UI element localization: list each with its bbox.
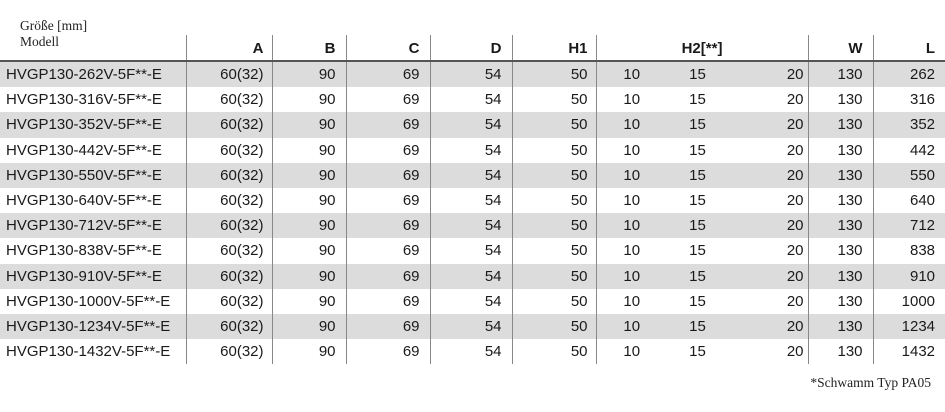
cell-h2a: 10	[596, 213, 667, 238]
cell-h2a: 10	[596, 112, 667, 137]
cell-l: 442	[873, 138, 945, 163]
cell-h2b: 15	[667, 238, 728, 263]
cell-d: 54	[430, 163, 512, 188]
table-row	[0, 339, 945, 364]
cell-h2a: 10	[596, 61, 667, 87]
cell-c: 69	[346, 87, 430, 112]
table-row	[0, 264, 945, 289]
cell-model: HVGP130-640V-5F**-E	[0, 188, 186, 213]
cell-h2c: 20	[728, 87, 808, 112]
cell-model: HVGP130-1432V-5F**-E	[0, 339, 186, 364]
cell-model: HVGP130-712V-5F**-E	[0, 213, 186, 238]
cell-l: 910	[873, 264, 945, 289]
header-c: C	[346, 35, 430, 61]
cell-l: 316	[873, 87, 945, 112]
cell-d: 54	[430, 138, 512, 163]
cell-l: 1000	[873, 289, 945, 314]
cell-w: 130	[808, 213, 873, 238]
cell-h2a: 10	[596, 138, 667, 163]
cell-d: 54	[430, 314, 512, 339]
cell-model: HVGP130-910V-5F**-E	[0, 264, 186, 289]
cell-a: 60(32)	[186, 264, 272, 289]
cell-b: 90	[272, 163, 346, 188]
cell-h2b: 15	[667, 138, 728, 163]
cell-w: 130	[808, 289, 873, 314]
cell-a: 60(32)	[186, 138, 272, 163]
cell-h2c: 20	[728, 138, 808, 163]
cell-h2b: 15	[667, 163, 728, 188]
cell-model: HVGP130-1000V-5F**-E	[0, 289, 186, 314]
cell-h2b: 15	[667, 61, 728, 87]
table-row	[0, 112, 945, 137]
cell-a: 60(32)	[186, 87, 272, 112]
size-unit-label: Größe [mm]	[20, 18, 88, 33]
cell-w: 130	[808, 61, 873, 87]
cell-a: 60(32)	[186, 163, 272, 188]
cell-w: 130	[808, 339, 873, 364]
cell-d: 54	[430, 188, 512, 213]
cell-h2c: 20	[728, 188, 808, 213]
header-b: B	[272, 35, 346, 61]
table-row	[0, 163, 945, 188]
cell-b: 90	[272, 264, 346, 289]
cell-l: 712	[873, 213, 945, 238]
cell-c: 69	[346, 213, 430, 238]
cell-a: 60(32)	[186, 238, 272, 263]
cell-w: 130	[808, 112, 873, 137]
cell-a: 60(32)	[186, 289, 272, 314]
cell-h2a: 10	[596, 238, 667, 263]
cell-d: 54	[430, 339, 512, 364]
cell-b: 90	[272, 339, 346, 364]
cell-h1: 50	[512, 61, 596, 87]
table-row	[0, 213, 945, 238]
cell-w: 130	[808, 264, 873, 289]
cell-h2a: 10	[596, 163, 667, 188]
cell-a: 60(32)	[186, 314, 272, 339]
cell-d: 54	[430, 238, 512, 263]
cell-c: 69	[346, 339, 430, 364]
cell-h1: 50	[512, 264, 596, 289]
cell-h2b: 15	[667, 87, 728, 112]
cell-h2b: 15	[667, 314, 728, 339]
header-h2: H2[**]	[596, 35, 808, 61]
cell-d: 54	[430, 112, 512, 137]
cell-h2c: 20	[728, 289, 808, 314]
table-row	[0, 61, 945, 87]
cell-h2c: 20	[728, 61, 808, 87]
footnote: *Schwamm Typ PA05	[810, 375, 931, 390]
cell-model: HVGP130-1234V-5F**-E	[0, 314, 186, 339]
cell-h2a: 10	[596, 188, 667, 213]
table-row	[0, 188, 945, 213]
cell-d: 54	[430, 213, 512, 238]
cell-w: 130	[808, 188, 873, 213]
cell-h1: 50	[512, 163, 596, 188]
cell-b: 90	[272, 138, 346, 163]
cell-c: 69	[346, 112, 430, 137]
cell-h2c: 20	[728, 238, 808, 263]
cell-h2c: 20	[728, 163, 808, 188]
cell-c: 69	[346, 264, 430, 289]
header-row	[0, 35, 945, 61]
cell-h2b: 15	[667, 264, 728, 289]
cell-l: 640	[873, 188, 945, 213]
cell-h2b: 15	[667, 213, 728, 238]
cell-w: 130	[808, 87, 873, 112]
cell-d: 54	[430, 87, 512, 112]
cell-b: 90	[272, 87, 346, 112]
cell-h1: 50	[512, 238, 596, 263]
cell-model: HVGP130-550V-5F**-E	[0, 163, 186, 188]
cell-model: HVGP130-838V-5F**-E	[0, 238, 186, 263]
cell-h2c: 20	[728, 213, 808, 238]
cell-a: 60(32)	[186, 339, 272, 364]
header-h1: H1	[512, 35, 596, 61]
cell-l: 1432	[873, 339, 945, 364]
cell-h2a: 10	[596, 264, 667, 289]
cell-c: 69	[346, 138, 430, 163]
cell-h1: 50	[512, 314, 596, 339]
cell-h2a: 10	[596, 289, 667, 314]
cell-h1: 50	[512, 87, 596, 112]
cell-h1: 50	[512, 112, 596, 137]
cell-a: 60(32)	[186, 61, 272, 87]
header-d: D	[430, 35, 512, 61]
cell-h2c: 20	[728, 264, 808, 289]
cell-d: 54	[430, 61, 512, 87]
spec-table	[0, 35, 945, 364]
cell-h1: 50	[512, 188, 596, 213]
cell-w: 130	[808, 138, 873, 163]
header-model	[0, 35, 186, 61]
cell-b: 90	[272, 213, 346, 238]
cell-b: 90	[272, 61, 346, 87]
cell-model: HVGP130-352V-5F**-E	[0, 112, 186, 137]
cell-h2b: 15	[667, 339, 728, 364]
cell-h1: 50	[512, 289, 596, 314]
cell-h1: 50	[512, 213, 596, 238]
cell-b: 90	[272, 112, 346, 137]
header-w: W	[808, 35, 873, 61]
cell-b: 90	[272, 188, 346, 213]
table-row	[0, 87, 945, 112]
table-row	[0, 238, 945, 263]
cell-h2c: 20	[728, 314, 808, 339]
cell-model: HVGP130-442V-5F**-E	[0, 138, 186, 163]
cell-w: 130	[808, 314, 873, 339]
cell-c: 69	[346, 314, 430, 339]
cell-l: 1234	[873, 314, 945, 339]
cell-c: 69	[346, 61, 430, 87]
cell-h2a: 10	[596, 87, 667, 112]
header-l: L	[873, 35, 945, 61]
cell-h2b: 15	[667, 289, 728, 314]
cell-h2c: 20	[728, 112, 808, 137]
cell-c: 69	[346, 163, 430, 188]
cell-l: 262	[873, 61, 945, 87]
header-a: A	[186, 35, 272, 61]
cell-a: 60(32)	[186, 112, 272, 137]
cell-d: 54	[430, 264, 512, 289]
cell-b: 90	[272, 238, 346, 263]
cell-l: 838	[873, 238, 945, 263]
cell-a: 60(32)	[186, 188, 272, 213]
cell-l: 550	[873, 163, 945, 188]
cell-c: 69	[346, 289, 430, 314]
table-row	[0, 289, 945, 314]
cell-h2b: 15	[667, 188, 728, 213]
cell-a: 60(32)	[186, 213, 272, 238]
cell-model: HVGP130-316V-5F**-E	[0, 87, 186, 112]
cell-b: 90	[272, 314, 346, 339]
cell-h2c: 20	[728, 339, 808, 364]
cell-w: 130	[808, 238, 873, 263]
cell-h2b: 15	[667, 112, 728, 137]
cell-b: 90	[272, 289, 346, 314]
cell-d: 54	[430, 289, 512, 314]
cell-h1: 50	[512, 339, 596, 364]
cell-c: 69	[346, 188, 430, 213]
cell-h1: 50	[512, 138, 596, 163]
cell-h2a: 10	[596, 339, 667, 364]
model-label: Modell	[20, 34, 59, 49]
cell-h2a: 10	[596, 314, 667, 339]
table-row	[0, 138, 945, 163]
cell-c: 69	[346, 238, 430, 263]
cell-l: 352	[873, 112, 945, 137]
table-row	[0, 314, 945, 339]
cell-model: HVGP130-262V-5F**-E	[0, 61, 186, 87]
cell-w: 130	[808, 163, 873, 188]
